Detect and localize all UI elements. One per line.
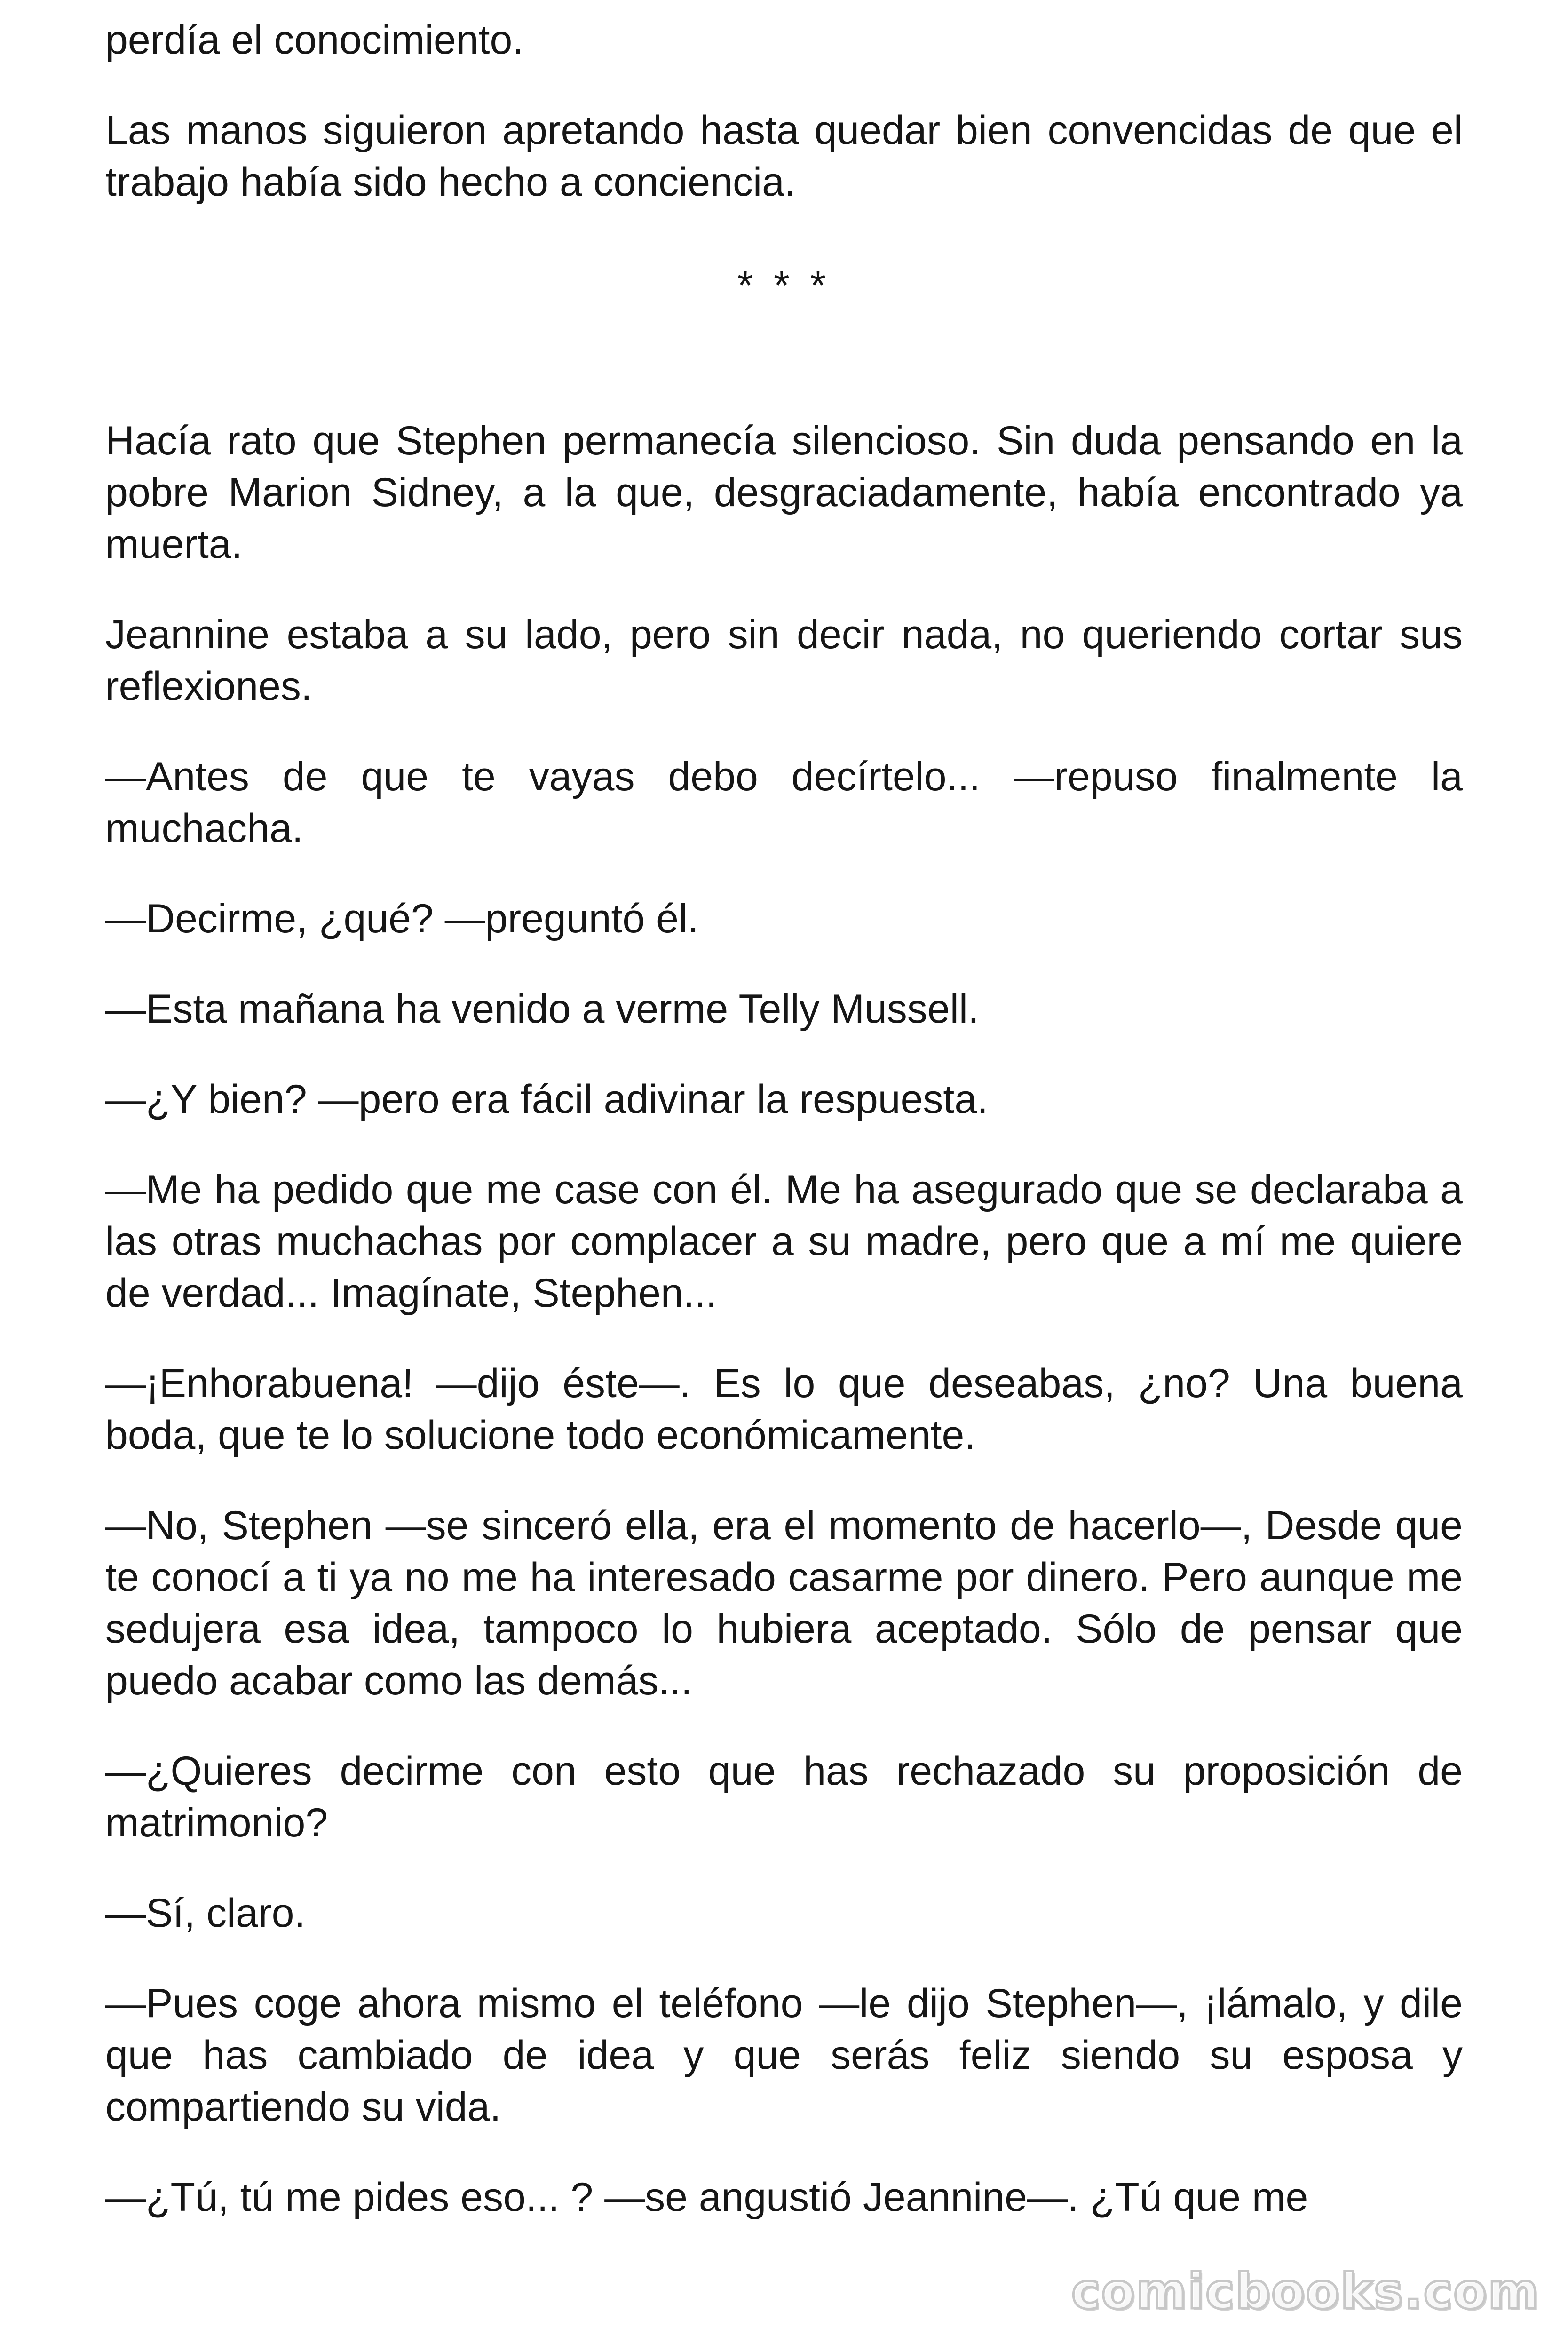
dialogue-paragraph: —Decirme, ¿qué? —preguntó él. [105, 896, 699, 941]
document-page [105, 14, 1463, 2223]
dialogue-paragraph: —Me ha pedido que me case con él. Me ha asegurado que se declaraba a las otras muchachas por complacer a su madre, pero que a mí me quiere de verdad... Imagínate, Stephen... [105, 1167, 1463, 1316]
paragraph: perdía el conocimiento. [105, 17, 524, 63]
dialogue-paragraph: —Esta mañana ha venido a verme Telly Mussell. [105, 986, 979, 1032]
paragraph: Las manos siguieron apretando hasta quedar bien convencidas de que el trabajo había sido hecho a conciencia. [105, 108, 1463, 205]
dialogue-paragraph: —Antes de que te vayas debo decírtelo... —repuso finalmente la muchacha. [105, 754, 1463, 851]
site-watermark: comicbooks.com [1071, 2263, 1540, 2320]
paragraph: Hacía rato que Stephen permanecía silencioso. Sin duda pensando en la pobre Marion Sidney, a la que, desgraciadamente, había encontrado ya muerta. [105, 418, 1463, 567]
dialogue-paragraph: —¿Quieres decirme con esto que has rechazado su proposición de matrimonio? [105, 1748, 1463, 1845]
section-break: * * * [737, 263, 831, 308]
paragraph: Jeannine estaba a su lado, pero sin decir nada, no queriendo cortar sus reflexiones. [105, 612, 1463, 709]
dialogue-paragraph: —No, Stephen —se sinceró ella, era el momento de hacerlo—, Desde que te conocí a ti ya no me ha interesado casarme por dinero. Pero aunque me sedujera esa idea, tampoco lo hubiera aceptado. Sólo de pensar que puedo acabar como las demás... [105, 1503, 1463, 1703]
dialogue-paragraph: —Pues coge ahora mismo el teléfono —le dijo Stephen—, ¡lámalo, y dile que has cambiado de idea y que serás feliz siendo su esposa y compartiendo su vida. [105, 1981, 1463, 2130]
dialogue-paragraph: —Sí, claro. [105, 1891, 306, 1936]
dialogue-paragraph: —¿Tú, tú me pides eso... ? —se angustió Jeannine—. ¿Tú que me [105, 2175, 1308, 2220]
dialogue-paragraph: —¿Y bien? —pero era fácil adivinar la respuesta. [105, 1077, 989, 1122]
dialogue-paragraph: —¡Enhorabuena! —dijo éste—. Es lo que deseabas, ¿no? Una buena boda, que te lo solucione todo económicamente. [105, 1361, 1463, 1458]
